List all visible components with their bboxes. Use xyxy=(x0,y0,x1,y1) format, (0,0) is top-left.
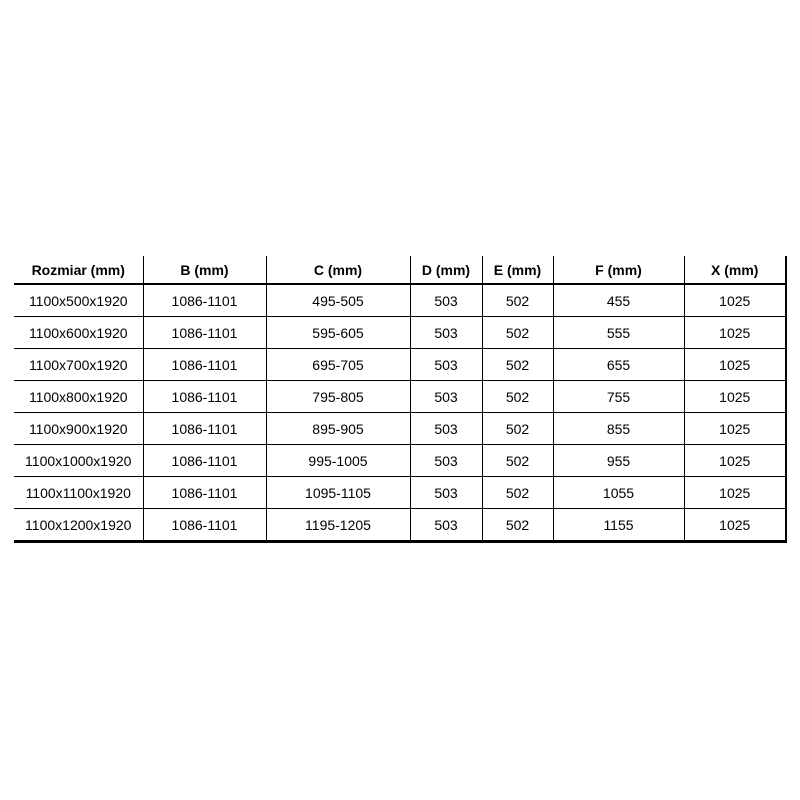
cell-e: 502 xyxy=(482,413,553,445)
column-header-rozmiar: Rozmiar (mm) xyxy=(14,256,143,284)
cell-rozmiar: 1100x1200x1920 xyxy=(14,509,143,542)
cell-c: 595-605 xyxy=(266,317,410,349)
cell-rozmiar: 1100x900x1920 xyxy=(14,413,143,445)
table-row xyxy=(14,284,786,317)
cell-b: 1086-1101 xyxy=(143,349,266,381)
cell-d: 503 xyxy=(410,509,482,542)
cell-d: 503 xyxy=(410,445,482,477)
cell-x: 1025 xyxy=(684,413,786,445)
cell-d: 503 xyxy=(410,349,482,381)
cell-f: 555 xyxy=(553,317,684,349)
cell-e: 502 xyxy=(482,381,553,413)
cell-d: 503 xyxy=(410,413,482,445)
cell-d: 503 xyxy=(410,317,482,349)
column-header-c: C (mm) xyxy=(266,256,410,284)
cell-x: 1025 xyxy=(684,284,786,317)
cell-c: 695-705 xyxy=(266,349,410,381)
cell-d: 503 xyxy=(410,381,482,413)
cell-b: 1086-1101 xyxy=(143,381,266,413)
cell-b: 1086-1101 xyxy=(143,509,266,542)
cell-f: 755 xyxy=(553,381,684,413)
table-row xyxy=(14,477,786,509)
cell-x: 1025 xyxy=(684,381,786,413)
header-row xyxy=(14,256,786,284)
table-row xyxy=(14,413,786,445)
cell-c: 1095-1105 xyxy=(266,477,410,509)
cell-f: 455 xyxy=(553,284,684,317)
cell-x: 1025 xyxy=(684,509,786,542)
cell-b: 1086-1101 xyxy=(143,477,266,509)
table-row xyxy=(14,445,786,477)
cell-c: 795-805 xyxy=(266,381,410,413)
cell-x: 1025 xyxy=(684,349,786,381)
column-header-e: E (mm) xyxy=(482,256,553,284)
cell-rozmiar: 1100x600x1920 xyxy=(14,317,143,349)
table-row xyxy=(14,317,786,349)
cell-d: 503 xyxy=(410,284,482,317)
cell-x: 1025 xyxy=(684,445,786,477)
column-header-x: X (mm) xyxy=(684,256,786,284)
cell-e: 502 xyxy=(482,317,553,349)
cell-rozmiar: 1100x800x1920 xyxy=(14,381,143,413)
cell-c: 495-505 xyxy=(266,284,410,317)
cell-b: 1086-1101 xyxy=(143,317,266,349)
cell-e: 502 xyxy=(482,445,553,477)
cell-rozmiar: 1100x500x1920 xyxy=(14,284,143,317)
cell-e: 502 xyxy=(482,477,553,509)
cell-b: 1086-1101 xyxy=(143,445,266,477)
table-header xyxy=(14,256,786,284)
column-header-d: D (mm) xyxy=(410,256,482,284)
table-row xyxy=(14,349,786,381)
cell-f: 655 xyxy=(553,349,684,381)
cell-c: 1195-1205 xyxy=(266,509,410,542)
table-row xyxy=(14,381,786,413)
cell-rozmiar: 1100x1100x1920 xyxy=(14,477,143,509)
cell-e: 502 xyxy=(482,509,553,542)
cell-d: 503 xyxy=(410,477,482,509)
cell-e: 502 xyxy=(482,284,553,317)
cell-rozmiar: 1100x700x1920 xyxy=(14,349,143,381)
table-body xyxy=(14,284,786,542)
cell-e: 502 xyxy=(482,349,553,381)
cell-f: 1055 xyxy=(553,477,684,509)
cell-b: 1086-1101 xyxy=(143,284,266,317)
cell-f: 855 xyxy=(553,413,684,445)
cell-f: 1155 xyxy=(553,509,684,542)
cell-b: 1086-1101 xyxy=(143,413,266,445)
cell-rozmiar: 1100x1000x1920 xyxy=(14,445,143,477)
cell-c: 895-905 xyxy=(266,413,410,445)
column-header-f: F (mm) xyxy=(553,256,684,284)
cell-x: 1025 xyxy=(684,317,786,349)
size-specification-table xyxy=(14,256,787,543)
cell-f: 955 xyxy=(553,445,684,477)
column-header-b: B (mm) xyxy=(143,256,266,284)
table-row xyxy=(14,509,786,542)
cell-c: 995-1005 xyxy=(266,445,410,477)
cell-x: 1025 xyxy=(684,477,786,509)
